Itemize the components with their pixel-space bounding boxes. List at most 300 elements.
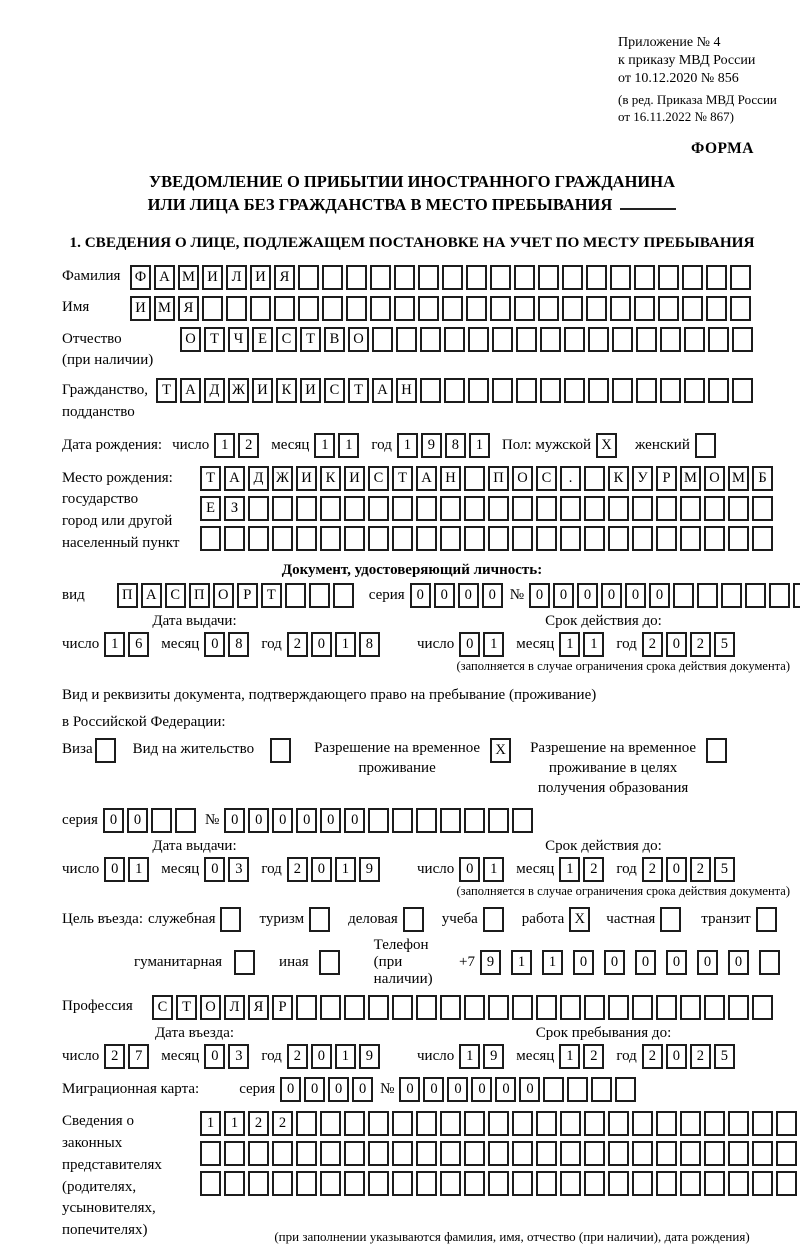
char-cell[interactable] (175, 808, 196, 833)
char-cell[interactable] (285, 583, 306, 608)
char-cell[interactable] (680, 496, 701, 521)
char-cell[interactable] (540, 378, 561, 403)
char-cell[interactable] (759, 950, 780, 975)
char-cell[interactable]: М (728, 466, 749, 491)
char-cell[interactable]: Е (252, 327, 273, 352)
char-cell[interactable]: 0 (495, 1077, 516, 1102)
char-cell[interactable]: А (141, 583, 162, 608)
char-cell[interactable]: 0 (272, 808, 293, 833)
char-cell[interactable]: 1 (335, 857, 356, 882)
char-cell[interactable] (560, 496, 581, 521)
char-cell[interactable] (584, 1111, 605, 1136)
char-cell[interactable]: Я (248, 995, 269, 1020)
char-cell[interactable] (490, 296, 511, 321)
char-cell[interactable] (612, 378, 633, 403)
char-cell[interactable] (418, 296, 439, 321)
char-cell[interactable] (392, 526, 413, 551)
char-cell[interactable]: 1 (200, 1111, 221, 1136)
char-cell[interactable]: Ж (272, 466, 293, 491)
char-cell[interactable]: О (348, 327, 369, 352)
char-cell[interactable] (684, 378, 705, 403)
char-cell[interactable] (512, 1171, 533, 1196)
char-cell[interactable]: 0 (352, 1077, 373, 1102)
char-cell[interactable] (538, 265, 559, 290)
char-cell[interactable]: 1 (104, 632, 125, 657)
char-cell[interactable] (704, 496, 725, 521)
char-cell[interactable] (416, 995, 437, 1020)
char-cell[interactable] (368, 808, 389, 833)
char-cell[interactable]: С (536, 466, 557, 491)
char-cell[interactable]: А (154, 265, 175, 290)
char-cell[interactable] (745, 583, 766, 608)
char-cell[interactable] (396, 327, 417, 352)
char-cell[interactable] (660, 378, 681, 403)
char-cell[interactable] (588, 327, 609, 352)
char-cell[interactable] (272, 526, 293, 551)
char-cell[interactable] (464, 526, 485, 551)
char-cell[interactable]: 0 (447, 1077, 468, 1102)
char-cell[interactable] (296, 1111, 317, 1136)
char-cell[interactable] (512, 1111, 533, 1136)
char-cell[interactable]: 1 (224, 1111, 245, 1136)
char-cell[interactable]: 1 (335, 632, 356, 657)
char-cell[interactable]: 2 (287, 632, 308, 657)
char-cell[interactable] (322, 296, 343, 321)
char-cell[interactable]: 0 (304, 1077, 325, 1102)
char-cell[interactable]: 5 (714, 1044, 735, 1069)
char-cell[interactable]: 0 (635, 950, 656, 975)
char-cell[interactable]: З (224, 496, 245, 521)
char-cell[interactable] (440, 808, 461, 833)
char-cell[interactable] (248, 496, 269, 521)
char-cell[interactable] (512, 496, 533, 521)
char-cell[interactable] (560, 995, 581, 1020)
char-cell[interactable]: М (178, 265, 199, 290)
char-cell[interactable] (392, 1111, 413, 1136)
char-cell[interactable]: 2 (248, 1111, 269, 1136)
char-cell[interactable]: Т (261, 583, 282, 608)
char-cell[interactable] (220, 907, 241, 932)
char-cell[interactable]: 0 (577, 583, 598, 608)
char-cell[interactable] (346, 265, 367, 290)
char-cell[interactable] (298, 296, 319, 321)
char-cell[interactable]: 2 (287, 857, 308, 882)
char-cell[interactable] (466, 296, 487, 321)
char-cell[interactable] (567, 1077, 588, 1102)
char-cell[interactable] (416, 496, 437, 521)
char-cell[interactable] (730, 296, 751, 321)
char-cell[interactable] (320, 1171, 341, 1196)
char-cell[interactable]: 1 (559, 857, 580, 882)
char-cell[interactable] (752, 1111, 773, 1136)
char-cell[interactable] (608, 526, 629, 551)
char-cell[interactable]: А (180, 378, 201, 403)
char-cell[interactable]: 1 (214, 433, 235, 458)
char-cell[interactable]: . (560, 466, 581, 491)
char-cell[interactable]: И (202, 265, 223, 290)
char-cell[interactable] (706, 738, 727, 763)
char-cell[interactable]: К (276, 378, 297, 403)
char-cell[interactable]: 0 (423, 1077, 444, 1102)
char-cell[interactable]: 1 (335, 1044, 356, 1069)
char-cell[interactable] (704, 1111, 725, 1136)
char-cell[interactable] (536, 496, 557, 521)
char-cell[interactable] (368, 526, 389, 551)
char-cell[interactable] (464, 496, 485, 521)
char-cell[interactable]: М (154, 296, 175, 321)
char-cell[interactable] (320, 496, 341, 521)
char-cell[interactable]: 8 (445, 433, 466, 458)
char-cell[interactable]: 2 (583, 857, 604, 882)
char-cell[interactable] (706, 296, 727, 321)
char-cell[interactable] (608, 496, 629, 521)
char-cell[interactable]: 0 (344, 808, 365, 833)
char-cell[interactable]: 9 (421, 433, 442, 458)
char-cell[interactable] (536, 1171, 557, 1196)
char-cell[interactable]: 0 (204, 1044, 225, 1069)
char-cell[interactable]: Л (224, 995, 245, 1020)
char-cell[interactable]: И (252, 378, 273, 403)
char-cell[interactable] (488, 808, 509, 833)
char-cell[interactable]: 6 (128, 632, 149, 657)
char-cell[interactable] (202, 296, 223, 321)
char-cell[interactable]: 2 (583, 1044, 604, 1069)
char-cell[interactable] (320, 995, 341, 1020)
char-cell[interactable] (728, 995, 749, 1020)
char-cell[interactable]: Л (226, 265, 247, 290)
char-cell[interactable] (560, 1111, 581, 1136)
char-cell[interactable] (344, 496, 365, 521)
char-cell[interactable] (151, 808, 172, 833)
char-cell[interactable]: Р (656, 466, 677, 491)
char-cell[interactable]: П (117, 583, 138, 608)
char-cell[interactable]: 2 (238, 433, 259, 458)
char-cell[interactable]: 0 (666, 632, 687, 657)
char-cell[interactable] (512, 808, 533, 833)
char-cell[interactable] (610, 296, 631, 321)
char-cell[interactable] (440, 1111, 461, 1136)
char-cell[interactable]: 2 (642, 632, 663, 657)
char-cell[interactable] (368, 995, 389, 1020)
char-cell[interactable] (224, 1171, 245, 1196)
char-cell[interactable] (536, 526, 557, 551)
char-cell[interactable]: О (213, 583, 234, 608)
char-cell[interactable]: 0 (296, 808, 317, 833)
char-cell[interactable] (514, 265, 535, 290)
char-cell[interactable] (610, 265, 631, 290)
char-cell[interactable] (656, 995, 677, 1020)
char-cell[interactable]: 5 (714, 632, 735, 657)
char-cell[interactable]: 0 (224, 808, 245, 833)
char-cell[interactable] (516, 378, 537, 403)
char-cell[interactable]: 0 (328, 1077, 349, 1102)
char-cell[interactable] (560, 526, 581, 551)
char-cell[interactable] (512, 995, 533, 1020)
char-cell[interactable] (234, 950, 255, 975)
char-cell[interactable]: 1 (583, 632, 604, 657)
char-cell[interactable] (695, 433, 716, 458)
char-cell[interactable]: И (300, 378, 321, 403)
char-cell[interactable]: С (324, 378, 345, 403)
char-cell[interactable] (298, 265, 319, 290)
char-cell[interactable] (752, 995, 773, 1020)
char-cell[interactable]: 8 (228, 632, 249, 657)
char-cell[interactable] (440, 526, 461, 551)
char-cell[interactable] (728, 496, 749, 521)
char-cell[interactable]: X (569, 907, 590, 932)
char-cell[interactable]: 0 (482, 583, 503, 608)
char-cell[interactable] (416, 526, 437, 551)
char-cell[interactable] (394, 296, 415, 321)
char-cell[interactable] (392, 808, 413, 833)
char-cell[interactable] (656, 1171, 677, 1196)
char-cell[interactable] (704, 526, 725, 551)
char-cell[interactable] (346, 296, 367, 321)
char-cell[interactable]: 9 (480, 950, 501, 975)
char-cell[interactable] (704, 995, 725, 1020)
char-cell[interactable] (372, 327, 393, 352)
char-cell[interactable]: 1 (483, 632, 504, 657)
char-cell[interactable] (634, 265, 655, 290)
char-cell[interactable] (682, 265, 703, 290)
char-cell[interactable] (728, 1111, 749, 1136)
char-cell[interactable]: 0 (666, 950, 687, 975)
char-cell[interactable]: П (189, 583, 210, 608)
char-cell[interactable]: Т (204, 327, 225, 352)
char-cell[interactable] (368, 1171, 389, 1196)
char-cell[interactable]: Ч (228, 327, 249, 352)
char-cell[interactable]: 1 (559, 632, 580, 657)
char-cell[interactable] (680, 1171, 701, 1196)
char-cell[interactable]: В (324, 327, 345, 352)
char-cell[interactable]: 1 (397, 433, 418, 458)
char-cell[interactable]: 0 (553, 583, 574, 608)
char-cell[interactable] (536, 995, 557, 1020)
char-cell[interactable] (344, 1171, 365, 1196)
char-cell[interactable] (95, 738, 116, 763)
char-cell[interactable] (636, 378, 657, 403)
char-cell[interactable]: 0 (311, 1044, 332, 1069)
char-cell[interactable] (608, 1111, 629, 1136)
char-cell[interactable]: 2 (690, 1044, 711, 1069)
char-cell[interactable] (656, 526, 677, 551)
char-cell[interactable] (658, 265, 679, 290)
char-cell[interactable]: Ф (130, 265, 151, 290)
char-cell[interactable] (562, 265, 583, 290)
char-cell[interactable] (272, 1171, 293, 1196)
char-cell[interactable]: К (320, 466, 341, 491)
char-cell[interactable] (704, 1171, 725, 1196)
char-cell[interactable]: Н (396, 378, 417, 403)
char-cell[interactable] (272, 496, 293, 521)
char-cell[interactable]: Н (440, 466, 461, 491)
char-cell[interactable] (586, 265, 607, 290)
char-cell[interactable] (440, 1171, 461, 1196)
char-cell[interactable] (706, 265, 727, 290)
char-cell[interactable] (632, 526, 653, 551)
char-cell[interactable]: 9 (359, 1044, 380, 1069)
char-cell[interactable]: П (488, 466, 509, 491)
char-cell[interactable] (370, 296, 391, 321)
char-cell[interactable] (697, 583, 718, 608)
char-cell[interactable]: 0 (666, 857, 687, 882)
char-cell[interactable]: 0 (248, 808, 269, 833)
char-cell[interactable]: К (608, 466, 629, 491)
char-cell[interactable]: Ж (228, 378, 249, 403)
char-cell[interactable] (660, 907, 681, 932)
char-cell[interactable] (586, 296, 607, 321)
char-cell[interactable]: 1 (511, 950, 532, 975)
char-cell[interactable]: Т (348, 378, 369, 403)
char-cell[interactable]: М (680, 466, 701, 491)
char-cell[interactable]: И (296, 466, 317, 491)
char-cell[interactable] (516, 327, 537, 352)
char-cell[interactable] (776, 1171, 797, 1196)
char-cell[interactable] (538, 296, 559, 321)
char-cell[interactable]: 0 (519, 1077, 540, 1102)
char-cell[interactable]: 1 (469, 433, 490, 458)
char-cell[interactable] (584, 526, 605, 551)
char-cell[interactable]: 2 (104, 1044, 125, 1069)
char-cell[interactable] (420, 378, 441, 403)
char-cell[interactable]: 0 (728, 950, 749, 975)
char-cell[interactable] (344, 526, 365, 551)
char-cell[interactable]: 0 (471, 1077, 492, 1102)
char-cell[interactable]: 1 (559, 1044, 580, 1069)
char-cell[interactable] (344, 995, 365, 1020)
char-cell[interactable] (721, 583, 742, 608)
char-cell[interactable] (444, 327, 465, 352)
char-cell[interactable] (200, 526, 221, 551)
char-cell[interactable]: 0 (311, 857, 332, 882)
char-cell[interactable] (488, 526, 509, 551)
char-cell[interactable]: Т (156, 378, 177, 403)
char-cell[interactable]: 0 (410, 583, 431, 608)
char-cell[interactable] (296, 496, 317, 521)
char-cell[interactable]: 0 (104, 857, 125, 882)
char-cell[interactable]: 3 (228, 1044, 249, 1069)
char-cell[interactable] (752, 526, 773, 551)
char-cell[interactable] (730, 265, 751, 290)
char-cell[interactable]: 1 (128, 857, 149, 882)
char-cell[interactable] (608, 1171, 629, 1196)
char-cell[interactable] (248, 526, 269, 551)
char-cell[interactable]: А (372, 378, 393, 403)
char-cell[interactable]: О (704, 466, 725, 491)
char-cell[interactable]: О (200, 995, 221, 1020)
char-cell[interactable]: X (596, 433, 617, 458)
char-cell[interactable] (416, 808, 437, 833)
char-cell[interactable] (250, 296, 271, 321)
char-cell[interactable]: Я (178, 296, 199, 321)
char-cell[interactable]: 7 (128, 1044, 149, 1069)
char-cell[interactable] (543, 1077, 564, 1102)
char-cell[interactable] (370, 265, 391, 290)
char-cell[interactable] (488, 995, 509, 1020)
char-cell[interactable] (584, 466, 605, 491)
char-cell[interactable] (615, 1077, 636, 1102)
char-cell[interactable] (488, 496, 509, 521)
char-cell[interactable] (464, 995, 485, 1020)
char-cell[interactable] (444, 378, 465, 403)
char-cell[interactable] (309, 907, 330, 932)
char-cell[interactable]: Д (248, 466, 269, 491)
char-cell[interactable]: 0 (625, 583, 646, 608)
char-cell[interactable]: Я (274, 265, 295, 290)
char-cell[interactable] (728, 1171, 749, 1196)
char-cell[interactable]: 0 (204, 857, 225, 882)
char-cell[interactable] (536, 1111, 557, 1136)
char-cell[interactable] (420, 327, 441, 352)
char-cell[interactable] (442, 296, 463, 321)
char-cell[interactable]: 0 (649, 583, 670, 608)
char-cell[interactable] (296, 526, 317, 551)
char-cell[interactable] (608, 995, 629, 1020)
char-cell[interactable]: 1 (338, 433, 359, 458)
char-cell[interactable]: 0 (529, 583, 550, 608)
char-cell[interactable] (756, 907, 777, 932)
char-cell[interactable] (732, 378, 753, 403)
char-cell[interactable]: 1 (542, 950, 563, 975)
char-cell[interactable] (490, 265, 511, 290)
char-cell[interactable] (483, 907, 504, 932)
char-cell[interactable] (319, 950, 340, 975)
char-cell[interactable] (296, 995, 317, 1020)
char-cell[interactable] (333, 583, 354, 608)
char-cell[interactable] (224, 526, 245, 551)
char-cell[interactable] (656, 1111, 677, 1136)
char-cell[interactable]: С (276, 327, 297, 352)
char-cell[interactable] (309, 583, 330, 608)
char-cell[interactable]: 3 (228, 857, 249, 882)
char-cell[interactable]: С (152, 995, 173, 1020)
char-cell[interactable] (588, 378, 609, 403)
char-cell[interactable] (368, 496, 389, 521)
char-cell[interactable]: У (632, 466, 653, 491)
char-cell[interactable] (636, 327, 657, 352)
char-cell[interactable] (776, 1111, 797, 1136)
char-cell[interactable] (584, 1171, 605, 1196)
char-cell[interactable] (344, 1111, 365, 1136)
char-cell[interactable] (560, 1171, 581, 1196)
char-cell[interactable] (464, 808, 485, 833)
char-cell[interactable] (660, 327, 681, 352)
char-cell[interactable]: X (490, 738, 511, 763)
char-cell[interactable] (632, 1171, 653, 1196)
char-cell[interactable]: И (130, 296, 151, 321)
char-cell[interactable] (584, 995, 605, 1020)
char-cell[interactable]: С (368, 466, 389, 491)
char-cell[interactable]: 0 (320, 808, 341, 833)
char-cell[interactable] (728, 526, 749, 551)
char-cell[interactable]: 0 (459, 857, 480, 882)
char-cell[interactable] (680, 995, 701, 1020)
char-cell[interactable]: 0 (604, 950, 625, 975)
char-cell[interactable]: 1 (483, 857, 504, 882)
char-cell[interactable] (793, 583, 800, 608)
char-cell[interactable] (248, 1171, 269, 1196)
char-cell[interactable]: 8 (359, 632, 380, 657)
char-cell[interactable]: А (416, 466, 437, 491)
char-cell[interactable] (682, 296, 703, 321)
char-cell[interactable]: 2 (642, 857, 663, 882)
char-cell[interactable]: 9 (483, 1044, 504, 1069)
char-cell[interactable] (562, 296, 583, 321)
char-cell[interactable] (416, 1171, 437, 1196)
char-cell[interactable] (320, 526, 341, 551)
char-cell[interactable] (680, 1111, 701, 1136)
char-cell[interactable] (226, 296, 247, 321)
